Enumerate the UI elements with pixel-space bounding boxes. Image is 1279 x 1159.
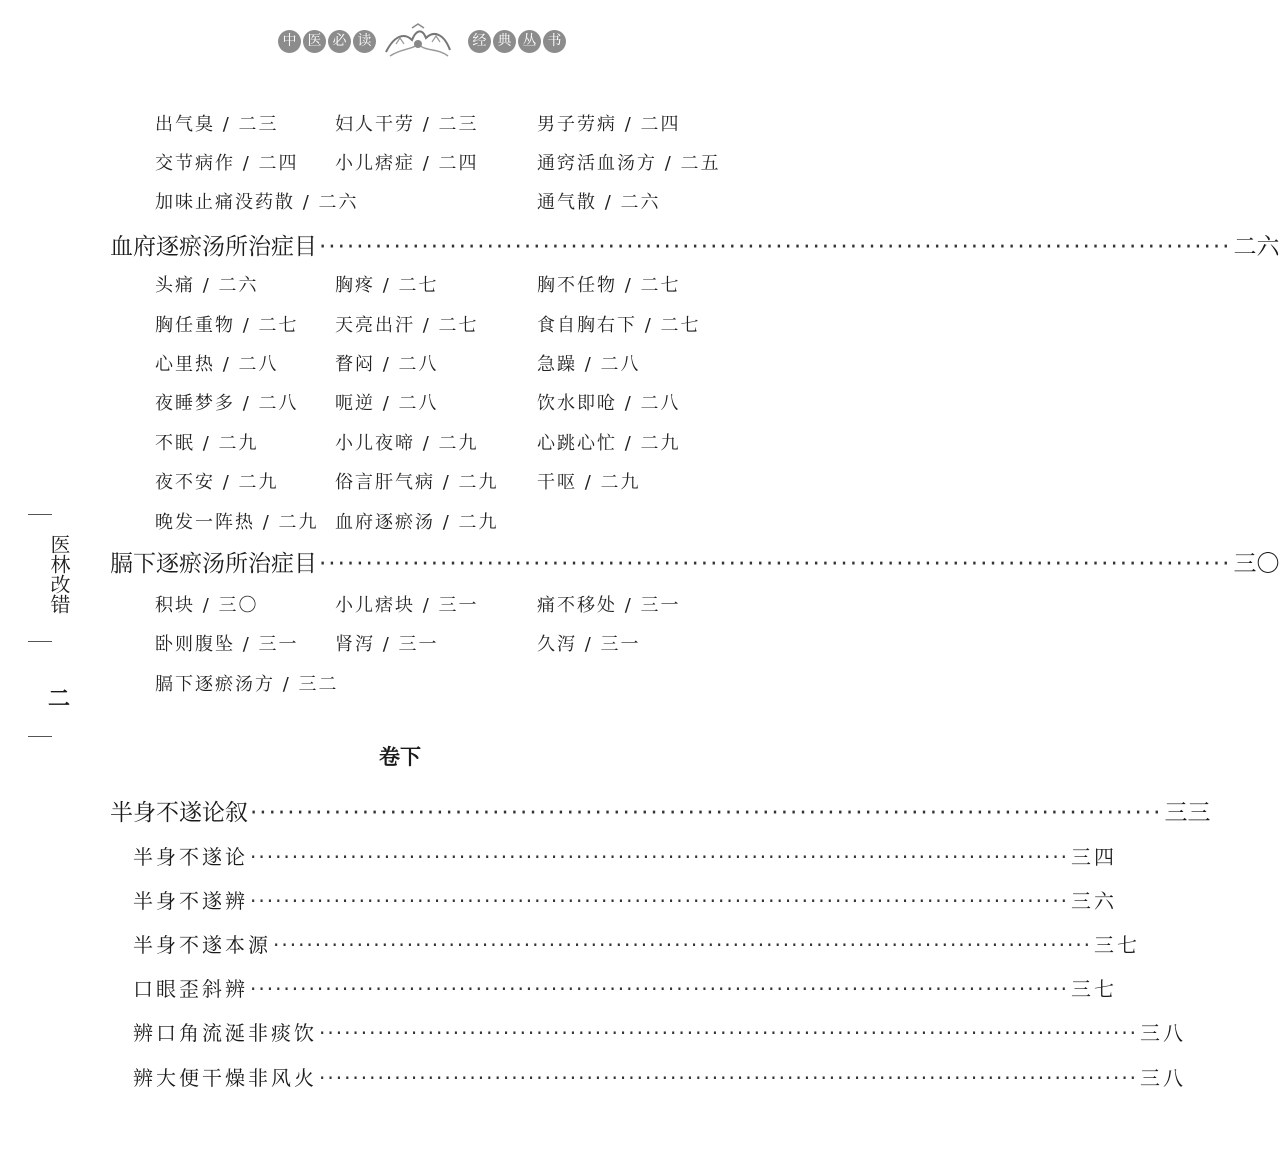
leader-dots: ·································································································· bbox=[273, 933, 1093, 957]
margin-rule bbox=[28, 641, 52, 642]
toc-entry[interactable] bbox=[133, 1017, 1187, 1046]
toc-subentry[interactable]: 出气臭 / 二三 bbox=[155, 114, 279, 135]
entry-title: 半身不遂论叙 bbox=[110, 800, 248, 826]
entry-title: 辨大便干燥非风火 bbox=[133, 1066, 317, 1090]
toc-subentry[interactable]: 夜不安 / 二九 bbox=[155, 472, 279, 493]
toc-subentry[interactable]: 食自胸右下 / 二七 bbox=[537, 315, 701, 336]
toc-subentry[interactable]: 妇人干劳 / 二三 bbox=[335, 114, 479, 135]
toc-subentry[interactable]: 不眠 / 二九 bbox=[155, 433, 259, 454]
toc-subentry[interactable]: 血府逐瘀汤 / 二九 bbox=[335, 512, 499, 533]
toc-subentry[interactable]: 痛不移处 / 三一 bbox=[537, 595, 681, 616]
entry-title: 口眼歪斜辨 bbox=[133, 977, 248, 1001]
entry-page: 三六 bbox=[1071, 889, 1118, 913]
volume-heading: 卷下 bbox=[379, 745, 421, 769]
toc-entry[interactable] bbox=[133, 885, 1118, 914]
entry-page: 三四 bbox=[1071, 845, 1118, 869]
entry-page: 三七 bbox=[1094, 933, 1141, 957]
entry-page: 三八 bbox=[1140, 1066, 1187, 1090]
toc-subentry[interactable]: 男子劳病 / 二四 bbox=[537, 114, 681, 135]
entry-title: 半身不遂论 bbox=[133, 845, 248, 869]
toc-subentry[interactable]: 胸不任物 / 二七 bbox=[537, 275, 681, 296]
leader-dots: ·································································································· bbox=[319, 1021, 1139, 1045]
toc-subentry[interactable]: 小儿夜啼 / 二九 bbox=[335, 433, 479, 454]
header-char: 书 bbox=[543, 30, 566, 53]
leader-dots: ·································································································· bbox=[250, 800, 1163, 826]
leader-dots: ·································································································· bbox=[250, 845, 1070, 869]
toc-subentry[interactable]: 久泻 / 三一 bbox=[537, 634, 641, 655]
entry-title: 半身不遂本源 bbox=[133, 933, 271, 957]
toc-subentry[interactable]: 头痛 / 二六 bbox=[155, 275, 259, 296]
header-char: 读 bbox=[353, 30, 376, 53]
leader-dots: ·································································································· bbox=[319, 551, 1232, 577]
toc-subentry[interactable]: 干呕 / 二九 bbox=[537, 472, 641, 493]
toc-subentry[interactable]: 呃逆 / 二八 bbox=[335, 393, 439, 414]
toc-subentry[interactable]: 天亮出汗 / 二七 bbox=[335, 315, 479, 336]
toc-subentry[interactable]: 卧则腹坠 / 三一 bbox=[155, 634, 299, 655]
entry-page: 三八 bbox=[1140, 1021, 1187, 1045]
toc-section-entry[interactable] bbox=[110, 228, 1279, 261]
book-title: 医林改错 bbox=[47, 534, 71, 614]
toc-entry[interactable] bbox=[133, 1062, 1187, 1091]
toc-entry[interactable] bbox=[133, 973, 1118, 1002]
section-title: 膈下逐瘀汤所治症目 bbox=[110, 551, 317, 577]
entry-title: 辨口角流涎非痰饮 bbox=[133, 1021, 317, 1045]
toc-subentry[interactable]: 俗言肝气病 / 二九 bbox=[335, 472, 499, 493]
toc-subentry[interactable]: 积块 / 三〇 bbox=[155, 595, 259, 616]
leader-dots: ·································································································· bbox=[250, 889, 1070, 913]
toc-subentry[interactable]: 瞀闷 / 二八 bbox=[335, 354, 439, 375]
toc-subentry[interactable]: 心跳心忙 / 二九 bbox=[537, 433, 681, 454]
toc-subentry[interactable]: 肾泻 / 三一 bbox=[335, 634, 439, 655]
toc-section-entry[interactable] bbox=[110, 545, 1279, 578]
margin-rule bbox=[28, 736, 52, 737]
header-char: 丛 bbox=[518, 30, 541, 53]
entry-title: 半身不遂辨 bbox=[133, 889, 248, 913]
toc-subentry[interactable]: 小儿痞症 / 二四 bbox=[335, 153, 479, 174]
leader-dots: ·································································································· bbox=[319, 1066, 1139, 1090]
decorative-emblem-icon bbox=[382, 22, 454, 62]
toc-subentry[interactable]: 膈下逐瘀汤方 / 三二 bbox=[155, 674, 339, 695]
running-header bbox=[0, 22, 800, 62]
header-char: 中 bbox=[278, 30, 301, 53]
toc-subentry[interactable]: 胸任重物 / 二七 bbox=[155, 315, 299, 336]
toc-subentry[interactable]: 饮水即呛 / 二八 bbox=[537, 393, 681, 414]
leader-dots: ·································································································· bbox=[250, 977, 1070, 1001]
header-char: 典 bbox=[493, 30, 516, 53]
toc-subentry[interactable]: 小儿痞块 / 三一 bbox=[335, 595, 479, 616]
toc-subentry[interactable]: 夜睡梦多 / 二八 bbox=[155, 393, 299, 414]
toc-subentry[interactable]: 加味止痛没药散 / 二六 bbox=[155, 192, 359, 213]
toc-entry[interactable] bbox=[133, 929, 1141, 958]
section-page: 二六 bbox=[1233, 234, 1279, 260]
toc-subentry[interactable]: 通气散 / 二六 bbox=[537, 192, 661, 213]
toc-section-entry[interactable] bbox=[110, 794, 1211, 827]
toc-entry[interactable] bbox=[133, 841, 1118, 870]
toc-subentry[interactable]: 心里热 / 二八 bbox=[155, 354, 279, 375]
margin-rule bbox=[28, 514, 52, 515]
section-page: 三〇 bbox=[1233, 551, 1279, 577]
header-char: 经 bbox=[468, 30, 491, 53]
leader-dots: ·································································································· bbox=[319, 234, 1232, 260]
entry-page: 三七 bbox=[1071, 977, 1118, 1001]
toc-subentry[interactable]: 急躁 / 二八 bbox=[537, 354, 641, 375]
toc-subentry[interactable]: 通窍活血汤方 / 二五 bbox=[537, 153, 721, 174]
toc-subentry[interactable]: 晚发一阵热 / 二九 bbox=[155, 512, 319, 533]
page-number: 二 bbox=[47, 687, 70, 712]
header-char: 医 bbox=[303, 30, 326, 53]
header-char: 必 bbox=[328, 30, 351, 53]
section-title: 血府逐瘀汤所治症目 bbox=[110, 234, 317, 260]
entry-page: 三三 bbox=[1164, 800, 1211, 826]
toc-subentry[interactable]: 交节病作 / 二四 bbox=[155, 153, 299, 174]
toc-subentry[interactable]: 胸疼 / 二七 bbox=[335, 275, 439, 296]
